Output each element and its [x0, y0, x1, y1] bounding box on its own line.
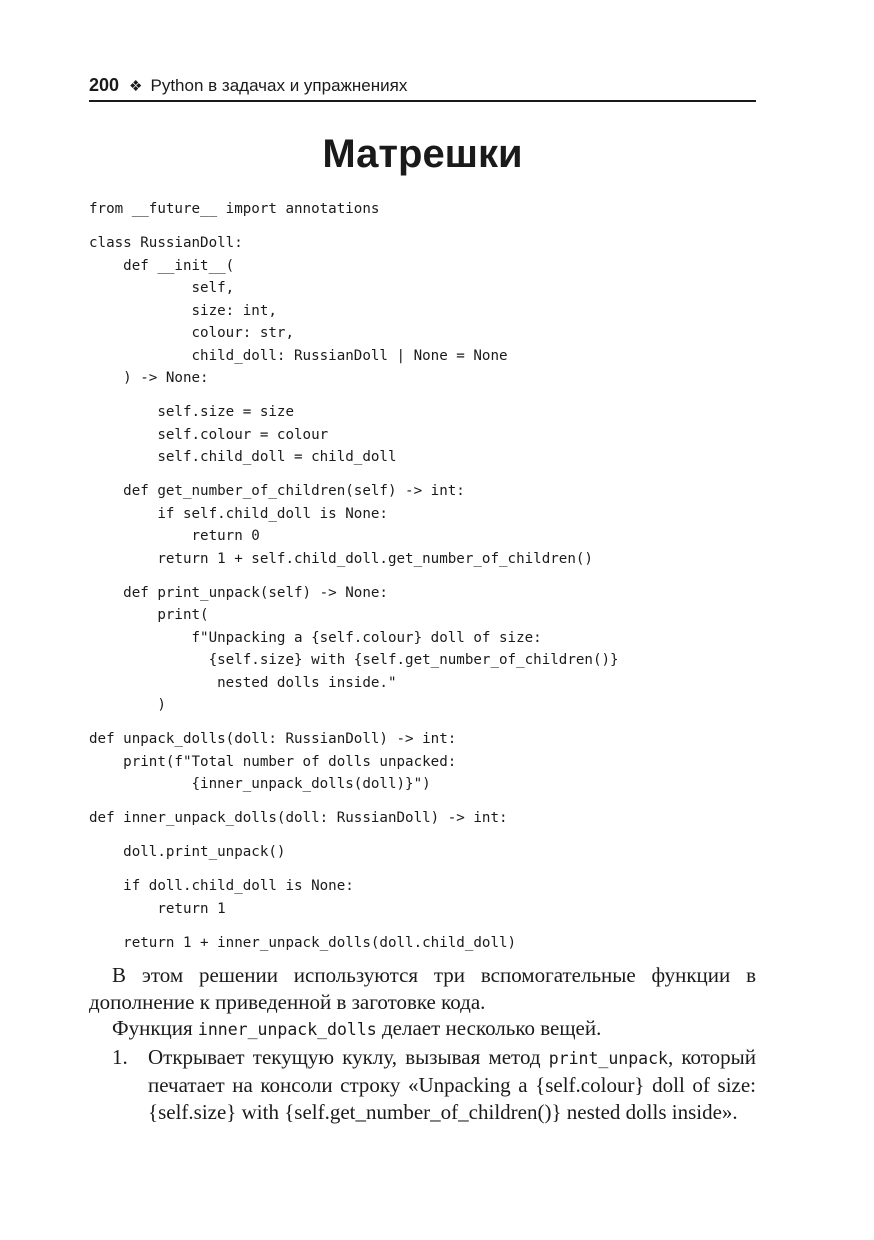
code-listing [89, 198, 756, 954]
code-line: ) -> None: [89, 370, 209, 386]
code-line: class RussianDoll: [89, 235, 243, 251]
code-blank-line [89, 570, 756, 582]
code-line: return 1 + self.child_doll.get_number_of_children() [89, 550, 593, 567]
code-line: f"Unpacking a {self.colour} doll of size: [89, 629, 542, 646]
paragraph: В этом решении используются три вспомогательные функции в дополнение к приведенной в заготовке кода. [89, 963, 756, 1014]
inline-code: inner_unpack_dolls [197, 1020, 377, 1039]
code-line: if doll.child_doll is None: [89, 878, 354, 894]
code-line: return 0 [89, 528, 260, 544]
page-number: 200 [89, 75, 120, 95]
code-line: {self.size} with {self.get_number_of_children()} [89, 652, 619, 668]
list-item-number: 1. [112, 1044, 128, 1069]
code-line: ) [89, 697, 166, 713]
running-title: Python в задачах и упражнениях [150, 76, 408, 95]
code-line: def print_unpack(self) -> None: [89, 584, 388, 601]
body-text [89, 962, 756, 1125]
code-line: child_doll: RussianDoll | None = None [89, 347, 508, 364]
code-line: from __future__ import annotations [89, 201, 380, 217]
code-line: nested dolls inside." [89, 674, 397, 691]
code-line: {inner_unpack_dolls(doll)}") [89, 776, 431, 792]
chapter-title: Матрешки [322, 132, 523, 176]
code-blank-line [89, 469, 756, 481]
code-blank-line [89, 920, 756, 932]
code-blank-line [89, 796, 756, 808]
code-line: self.child_doll = child_doll [89, 449, 397, 465]
code-line: size: int, [89, 302, 277, 319]
ornament-icon: ❖ [129, 78, 143, 95]
code-line: def __init__( [89, 257, 235, 274]
numbered-list [89, 1044, 756, 1126]
code-line: return 1 [89, 900, 226, 917]
list-item-text: , который печатает на консоли строку «Unpacking a {self.colour} doll of size: {self.size} with {self.get_number_of_children()} nested dolls inside». [148, 1044, 757, 1124]
code-line: print( [89, 607, 209, 623]
code-blank-line [89, 221, 756, 233]
code-line: def get_number_of_children(self) -> int: [89, 483, 465, 499]
code-line: def unpack_dolls(doll: RussianDoll) -> int: [89, 731, 457, 747]
code-blank-line [89, 830, 756, 842]
paragraph-text: Функция [112, 1016, 198, 1040]
paragraph [89, 1015, 756, 1044]
code-blank-line [89, 864, 756, 876]
code-line: self.size = size [89, 404, 294, 420]
code-line: self.colour = colour [89, 426, 329, 443]
running-header [89, 72, 756, 102]
inline-code: print_unpack [548, 1048, 668, 1068]
code-blank-line [89, 717, 756, 729]
code-blank-line [89, 390, 756, 402]
code-line: return 1 + inner_unpack_dolls(doll.child_doll) [89, 934, 517, 951]
code-line: self, [89, 280, 235, 296]
list-item-text: Открывает текущую куклу, вызывая метод [148, 1044, 549, 1069]
code-line: def inner_unpack_dolls(doll: RussianDoll) -> int: [89, 810, 508, 826]
code-line: if self.child_doll is None: [89, 505, 388, 522]
code-line: doll.print_unpack() [89, 844, 286, 860]
code-line: print(f"Total number of dolls unpacked: [89, 753, 457, 770]
code-line: colour: str, [89, 325, 294, 341]
paragraph-text: делает несколько вещей. [376, 1016, 602, 1040]
list-item [89, 1044, 756, 1126]
